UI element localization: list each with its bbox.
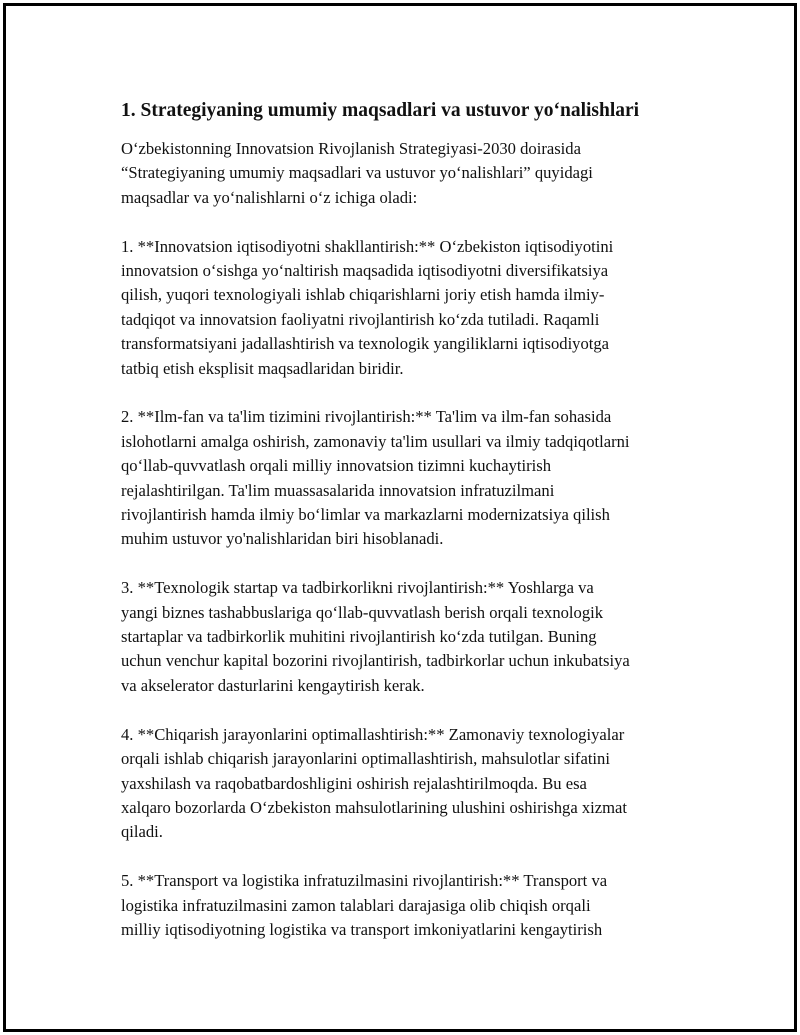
text-line: logistika infratuzilmasini zamon talablari darajasiga olib chiqish orqali	[121, 895, 591, 915]
text-line: 3. **Texnologik startap va tadbirkorlikni rivojlantirish:** Yoshlarga va	[121, 578, 594, 598]
text-line: muhim ustuvor yo'nalishlaridan biri hisoblanadi.	[121, 529, 444, 549]
text-line: innovatsion o‘sishga yo‘naltirish maqsadida iqtisodiyotni diversifikatsiya	[121, 261, 609, 281]
text-line: 4. **Chiqarish jarayonlarini optimallashtirish:** Zamonaviy texnologiyalar	[121, 724, 625, 744]
document-body	[121, 98, 701, 942]
text-line: islohotlarni amalga oshirish, zamonaviy ta'lim usullari va ilmiy tadqiqotlarni	[121, 431, 630, 451]
text-line: qo‘llab-quvvatlash orqali milliy innovatsion tizimni kuchaytirish	[121, 456, 551, 476]
text-line: startaplar va tadbirkorlik muhitini rivojlantirish ko‘zda tutilgan. Buning	[121, 627, 597, 647]
text-line: 5. **Transport va logistika infratuzilmasini rivojlantirish:** Transport va	[121, 871, 608, 891]
text-line: 2. **Ilm-fan va ta'lim tizimini rivojlantirish:** Ta'lim va ilm-fan sohasida	[121, 407, 612, 427]
text-line: milliy iqtisodiyotning logistika va transport imkoniyatlarini kengaytirish	[121, 919, 603, 939]
text-line: qiladi.	[121, 822, 163, 842]
text-line: uchun venchur kapital bozorini rivojlantirish, tadbirkorlar uchun inkubatsiya	[121, 651, 630, 671]
text-line: xalqaro bozorlarda O‘zbekiston mahsulotlarining ulushini oshirishga xizmat	[121, 797, 627, 817]
text-line: yangi biznes tashabbuslariga qo‘llab-quvvatlash berish orqali texnologik	[121, 602, 604, 622]
text-line: rejalashtirilgan. Ta'lim muassasalarida innovatsion infratuzilmani	[121, 480, 555, 500]
text-line: 1. **Innovatsion iqtisodiyotni shakllantirish:** O‘zbekiston iqtisodiyotini	[121, 236, 614, 256]
list-item-paragraph-2	[121, 405, 701, 551]
list-item-paragraph-4	[121, 723, 701, 845]
text-line: orqali ishlab chiqarish jarayonlarini optimallashtirish, mahsulotlar sifatini	[121, 749, 610, 769]
text-line: tatbiq etish eksplisit maqsadlaridan biridir.	[121, 358, 404, 378]
section-heading: 1. Strategiyaning umumiy maqsadlari va ustuvor yo‘nalishlari	[121, 100, 640, 121]
text-line: qilish, yuqori texnologiyali ishlab chiqarishlarni joriy etish hamda ilmiy-	[121, 285, 605, 305]
text-line: maqsadlar va yo‘nalishlarni o‘z ichiga oladi:	[121, 187, 418, 207]
text-line: transformatsiyani jadallashtirish va texnologik yangiliklarni iqtisodiyotga	[121, 334, 610, 354]
list-item-paragraph-5	[121, 869, 701, 942]
list-item-paragraph-1	[121, 235, 701, 381]
text-line: va akselerator dasturlarini kengaytirish kerak.	[121, 675, 425, 695]
page-frame	[3, 3, 797, 1032]
text-line: tadqiqot va innovatsion faoliyatni rivojlantirish ko‘zda tutiladi. Raqamli	[121, 309, 600, 329]
text-line: O‘zbekistonning Innovatsion Rivojlanish Strategiyasi-2030 doirasida	[121, 139, 581, 158]
text-line: “Strategiyaning umumiy maqsadlari va ustuvor yo‘nalishlari” quyidagi	[121, 163, 593, 183]
text-line: rivojlantirish hamda ilmiy bo‘limlar va markazlarni modernizatsiya qilish	[121, 505, 610, 525]
list-item-paragraph-3	[121, 576, 701, 698]
text-line: yaxshilash va raqobatbardoshligini oshirish rejalashtirilmoqda. Bu esa	[121, 773, 587, 793]
intro-paragraph	[121, 137, 701, 210]
